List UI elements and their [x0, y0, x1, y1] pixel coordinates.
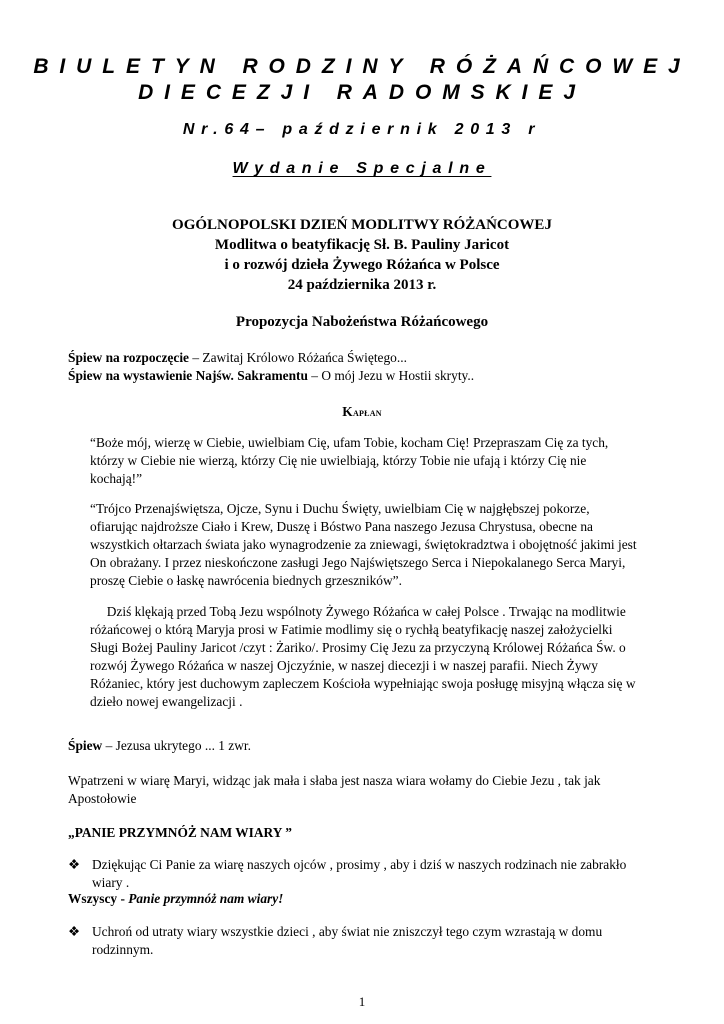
bullet-1-line: wiary .: [92, 875, 130, 890]
prayer-2: [90, 500, 690, 590]
edition-label: [0, 160, 724, 178]
intro-2: [68, 772, 688, 808]
bullet-2-line: Uchroń od utraty wiary wszystkie dzieci , aby świat nie zniszczył tego czym wzrastają w domu: [92, 924, 603, 939]
prayer-3-line: Różaniec, który jest duchowym zapleczem Kościoła wypełniając swoja posługę misyjną włącza się w: [90, 676, 636, 691]
exposition-song-text: – O mój Jezu w Hostii skryty..: [307, 368, 475, 383]
event-title: OGÓLNOPOLSKI DZIEŃ MODLITWY RÓŻAŃCOWEJ: [172, 217, 552, 233]
edition-text: Wydanie Specjalne: [232, 160, 492, 177]
prayer-2-line: proszę Ciebie o łaskę nawrócenia biednych grzeszników”.: [90, 573, 402, 588]
proposal-heading: Propozycja Nabożeństwa Różańcowego: [235, 314, 489, 330]
prayer-3-line: dzieło nowej ewangelizacji .: [90, 694, 243, 709]
masthead-subtitle: DIECEZJI RADOMSKIEJ: [138, 81, 586, 104]
song-2-line: [68, 737, 688, 755]
opening-song-label: Śpiew na rozpoczęcie: [68, 350, 189, 365]
prayer-2-line: “Trójco Przenajświętsza, Ojcze, Synu i Duchu Święty, uwielbiam Cię w najgłębszej pokorze,: [90, 501, 590, 516]
opening-song-text: – Zawitaj Królowo Różańca Świętego...: [189, 350, 407, 365]
opening-song-line: [68, 349, 688, 367]
bullet-1-line: Dziękując Ci Panie za wiarę naszych ojców , prosimy , aby i dziś w naszych rodzinach nie zabrakło: [92, 857, 627, 872]
page-number: 1: [358, 994, 366, 1009]
response-label: Wszyscy -: [68, 891, 129, 906]
prayer-1-line: kochają!”: [90, 471, 143, 486]
prayer-3-line: różańcowej o którą Maryja prosi w Fatimie modlimy się o rychłą beatyfikację naszej założycielki: [90, 622, 613, 637]
prayer-1-line: “Boże mój, wierzę w Ciebie, uwielbiam Cię, ufam Tobie, kocham Cię! Przepraszam Cię za tych,: [90, 435, 609, 450]
priest-heading: Kapłan: [342, 404, 382, 419]
response-text: Panie przymnóż nam wiary!: [128, 891, 284, 906]
prayer-3: [90, 603, 690, 711]
prayer-1: [90, 434, 690, 488]
event-date: 24 października 2013 r.: [287, 277, 437, 293]
masthead-title: BIULETYN RODZINY RÓŻAŃCOWEJ: [33, 55, 691, 78]
event-subtitle-2: i o rozwój dzieła Żywego Różańca w Polsce: [224, 257, 500, 273]
song-2-label: Śpiew: [68, 738, 103, 753]
event-title-block: [0, 215, 724, 295]
prayer-3-line: Dziś klękają przed Tobą Jezu wspólnoty Żywego Różańca w całej Polsce . Trwając na modlitwie: [90, 604, 626, 619]
prayer-2-line: wszystkich ołtarzach świata jako wynagrodzenie za zniewagi, świętokradztwa i obojętność jakimi jest: [90, 537, 637, 552]
issue-number: Nr.64– październik 2013 r: [182, 121, 542, 138]
exposition-song-line: [68, 367, 688, 385]
intro-2-line: Wpatrzeni w wiarę Maryi, widząc jak mała i słaba jest nasza wiara wołamy do Ciebie Jezu , tak jak: [68, 773, 601, 788]
faith-heading: „PANIE PRZYMNÓŻ NAM WIARY ”: [68, 825, 292, 840]
prayer-3-line: Sługi Bożej Pauliny Jaricot /czyt : Żariko/. Prosimy Cię Jezu za przyczyną Królowej Różańca Św. o: [90, 640, 626, 655]
intro-2-line: Apostołowie: [68, 791, 137, 806]
prayer-2-line: On obrażany. I przez nieskończone zasługi Jego Najświętszego Serca i Niepokalanego Serca Maryi,: [90, 555, 626, 570]
prayer-3-line: rozwój Żywego Różańca w naszej Ojczyźnie, w naszej diecezji i w naszej parafii. Niech Żywy: [90, 658, 598, 673]
event-subtitle-1: Modlitwa o beatyfikację Sł. B. Pauliny Jaricot: [214, 237, 510, 253]
bullet-2-line: rodzinnym.: [92, 942, 154, 957]
response-line: [68, 890, 688, 908]
exposition-song-label: Śpiew na wystawienie Najśw. Sakramentu: [68, 368, 308, 383]
prayer-1-line: którzy w Ciebie nie wierzą, którzy Cię nie uwielbiają, którzy Tobie nie ufają i którzy Cię nie: [90, 453, 587, 468]
song-2-text: – Jezusa ukrytego ... 1 zwr.: [102, 738, 251, 753]
diamond-bullet-icon: ❖: [68, 924, 81, 939]
diamond-bullet-icon: ❖: [68, 857, 81, 872]
prayer-2-line: ofiarując najdroższe Ciało i Krew, Duszę i Bóstwo Pana naszego Jezusa Chrystusa, obecne na: [90, 519, 593, 534]
